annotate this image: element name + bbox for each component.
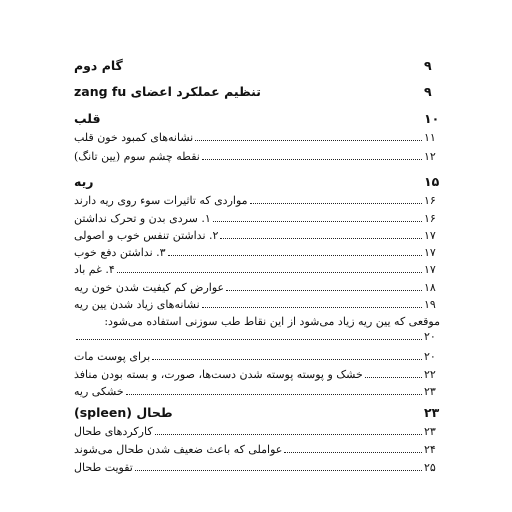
toc-leader	[226, 281, 422, 291]
toc-entry-title: موقعی که یین ریه زیاد می‌شود از این نقاط طب سوزنی استفاده می‌شود:	[104, 315, 440, 328]
toc-entry-title: برای پوست مات	[74, 350, 151, 363]
toc-page-number: ۲۳	[424, 425, 436, 438]
toc-page-number: ۲۰	[424, 330, 436, 343]
toc-leader	[125, 61, 422, 70]
toc-leader	[250, 194, 422, 204]
toc-entry-title: مواردی که تاثیرات سوء روی ریه دارند	[74, 194, 248, 207]
toc-row-wrapped	[74, 314, 440, 344]
toc-leader	[117, 263, 422, 273]
toc-leader	[135, 461, 422, 471]
toc-leader	[152, 350, 422, 360]
toc-leader	[284, 443, 422, 453]
toc-leader	[195, 131, 422, 141]
toc-page-number: ۲۴	[424, 443, 436, 456]
toc-row	[74, 263, 440, 279]
toc-row	[74, 84, 440, 100]
toc-entry-title: ۲. نداشتن تنفس خوب و اصولی	[74, 229, 219, 242]
toc-page-number: ۲۳	[424, 385, 436, 398]
toc-leader	[263, 87, 422, 96]
toc-leader	[202, 298, 422, 308]
toc-page-number: ۲۳	[424, 405, 440, 420]
toc-row	[74, 111, 440, 127]
toc-entry-title: عواملی که باعث ضعیف شدن طحال می‌شوند	[74, 443, 283, 456]
toc-row	[74, 131, 440, 147]
toc-page-number: ۱۰	[424, 111, 440, 126]
toc-leader	[155, 425, 422, 435]
toc-leader	[95, 177, 422, 186]
toc-page-number: ۱۶	[424, 194, 436, 207]
toc-leader	[365, 368, 422, 378]
toc-page-number: ۱۷	[424, 246, 436, 259]
toc-page-number: ۲۰	[424, 350, 436, 363]
toc-leader	[103, 114, 422, 123]
toc-row	[74, 443, 440, 459]
toc-leader	[175, 408, 422, 417]
toc-page-number: ۱۶	[424, 212, 436, 225]
toc-entry-continuation	[74, 329, 440, 344]
toc-page-number: ۱۹	[424, 298, 436, 311]
toc-leader	[168, 246, 422, 256]
toc-row	[74, 350, 440, 366]
toc-page-number: ۱۱	[424, 131, 436, 144]
toc-row	[74, 385, 440, 401]
toc-row	[74, 461, 440, 477]
toc-page-number: ۹	[424, 58, 432, 73]
toc-entry-title: ۴. غم باد	[74, 263, 115, 276]
toc-row	[74, 174, 440, 190]
toc-entry-title: خشکی ریه	[74, 385, 124, 398]
toc-row	[74, 368, 440, 384]
toc-entry-title: ۱. سردی بدن و تحرک نداشتن	[74, 212, 211, 225]
toc-page-number: ۹	[424, 84, 432, 99]
toc-page-number: ۲۵	[424, 461, 436, 474]
toc-entry-title: کارکردهای طحال	[74, 425, 153, 438]
toc-entry-title: تنظیم عملکرد اعضای zang fu	[74, 84, 261, 99]
toc-entry-title: عوارض کم کیفیت شدن خون ریه	[74, 281, 225, 294]
toc-leader	[126, 385, 422, 395]
toc-row	[74, 246, 440, 262]
toc-entry-title: ریه	[74, 174, 94, 189]
toc-leader	[213, 212, 422, 222]
toc-page-number: ۱۸	[424, 281, 436, 294]
toc-row	[74, 405, 440, 421]
toc-entry-title: گام دوم	[74, 58, 123, 73]
toc-row	[74, 229, 440, 245]
toc-row	[74, 281, 440, 297]
toc-entry-title: نشانه‌های کمبود خون قلب	[74, 131, 194, 144]
toc-row	[74, 212, 440, 228]
toc-row	[74, 150, 440, 166]
toc-page-number: ۱۷	[424, 263, 436, 276]
toc-entry-title: نقطه چشم سوم (یین تانگ)	[74, 150, 200, 163]
toc-page-number: ۱۲	[424, 150, 436, 163]
toc-entry-title: تقویت طحال	[74, 461, 133, 474]
toc-entry-title: خشک و پوسته پوسته شدن دست‌ها، صورت، و بسته بودن منافذ	[74, 368, 363, 381]
toc-row	[74, 194, 440, 210]
toc-row	[74, 425, 440, 441]
toc-entry-title: قلب	[74, 111, 101, 126]
toc-entry-title: نشانه‌های زیاد شدن یین ریه	[74, 298, 200, 311]
toc-row	[74, 298, 440, 314]
toc-entry-title: ۳. نداشتن دفع خوب	[74, 246, 166, 259]
toc-leader	[76, 330, 422, 340]
toc-row	[74, 58, 440, 74]
toc-leader	[202, 150, 422, 160]
toc-page-number: ۱۵	[424, 174, 440, 189]
toc-page-number: ۱۷	[424, 229, 436, 242]
toc-page-number: ۲۲	[424, 368, 436, 381]
toc-leader	[220, 229, 422, 239]
toc-entry-title: طحال (spleen)	[74, 405, 173, 420]
